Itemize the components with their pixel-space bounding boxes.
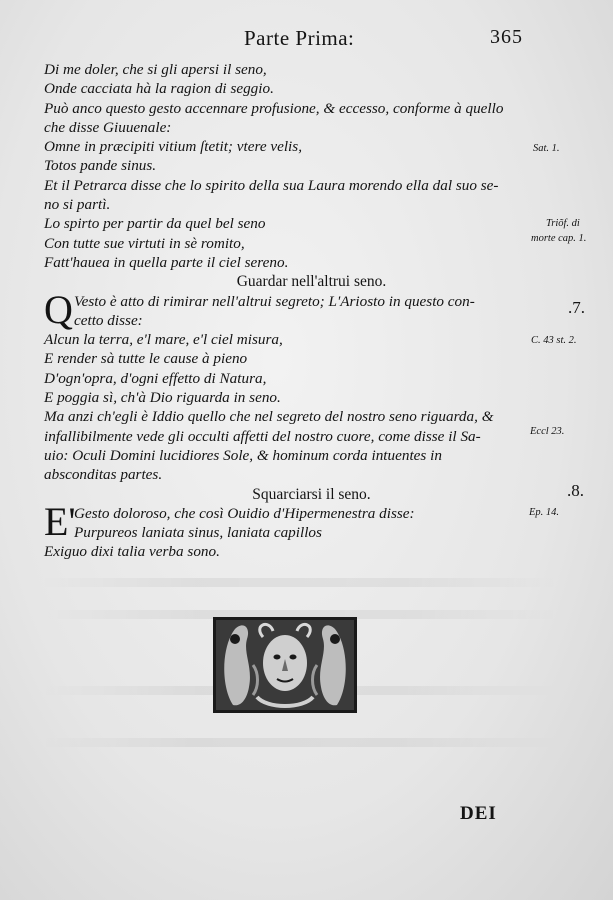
prose-line: infallibilmente vede gli occulti affetti del nostro cuore, come disse il Sa-	[44, 427, 481, 445]
verse-line: Exiguo dixi talia verba sono.	[44, 543, 220, 561]
prose-line-text: Vesto è atto di rimirar nell'altrui segreto; L'Ariosto in questo con-	[74, 292, 475, 310]
catchword: DEI	[460, 803, 497, 824]
margin-note: morte cap. 1.	[531, 233, 587, 244]
drop-cap: Q	[44, 286, 73, 332]
drop-cap: E'	[44, 498, 76, 544]
prose-line: Può anco questo gesto accennare profusione, & eccesso, conforme à quello	[44, 99, 504, 117]
woodcut-ornament	[213, 617, 357, 713]
section-number: .8.	[567, 481, 584, 500]
verse-line: Totos pande sinus.	[44, 157, 157, 175]
verse-line: Onde cacciata hà la ragion di seggio.	[44, 80, 274, 98]
verse-line: Omne in præcipiti vitium ſtetit; vtere velis,	[44, 138, 302, 156]
prose-line: cetto disse:	[74, 311, 143, 329]
prose-line-text: Gesto doloroso, che così Ouidio d'Hipermenestra disse:	[74, 504, 415, 522]
verse-line: Con tutte sue virtuti in sè romito,	[44, 234, 245, 252]
running-head: Parte Prima:	[244, 26, 355, 50]
main-text	[44, 60, 539, 562]
page-header	[0, 26, 613, 52]
section-heading: Squarciarsi il seno.	[252, 485, 371, 503]
verse-line: Di me doler, che si gli apersi il seno,	[44, 61, 267, 78]
margin-note: Triõf. di	[546, 218, 580, 229]
verse-line: Purpureos laniata sinus, laniata capillos	[74, 524, 322, 542]
verse-line: D'ogn'opra, d'ogni effetto di Natura,	[44, 369, 267, 387]
margin-note: Ep. 14.	[529, 507, 560, 518]
prose-line: uio: Oculi Domini lucidiores Sole, & hominum corda intuentes in absconditas partes.	[44, 446, 442, 484]
bleed-through	[40, 578, 560, 587]
section-number: .7.	[568, 298, 585, 317]
margin-note: Eccl 23.	[530, 426, 565, 437]
prose-line: che disse Giuuenale:	[44, 118, 172, 136]
prose-line: no si partì.	[44, 196, 111, 214]
verse-line: Alcun la terra, e'l mare, e'l ciel misura,	[44, 331, 283, 349]
section-heading: Guardar nell'altrui seno.	[236, 273, 387, 291]
verse-line: Lo spirto per partir da quel bel seno	[44, 215, 266, 233]
margin-note: C. 43 st. 2.	[531, 335, 577, 346]
prose-line: Ma anzi ch'egli è Iddio quello che nel segreto del nostro seno riguarda, &	[44, 408, 494, 426]
margin-note: Sat. 1.	[533, 143, 560, 154]
verse-line: Fatt'hauea in quella parte il ciel sereno.	[44, 253, 289, 271]
page-number: 365	[490, 26, 523, 48]
verse-line: E render sà tutte le cause à pieno	[44, 350, 248, 368]
verse-line: E poggia sì, ch'à Dio riguarda in seno.	[44, 389, 281, 407]
bleed-through	[40, 738, 560, 747]
prose-line: Et il Petrarca disse che lo spirito della sua Laura morendo ella dal suo se-	[44, 176, 499, 194]
